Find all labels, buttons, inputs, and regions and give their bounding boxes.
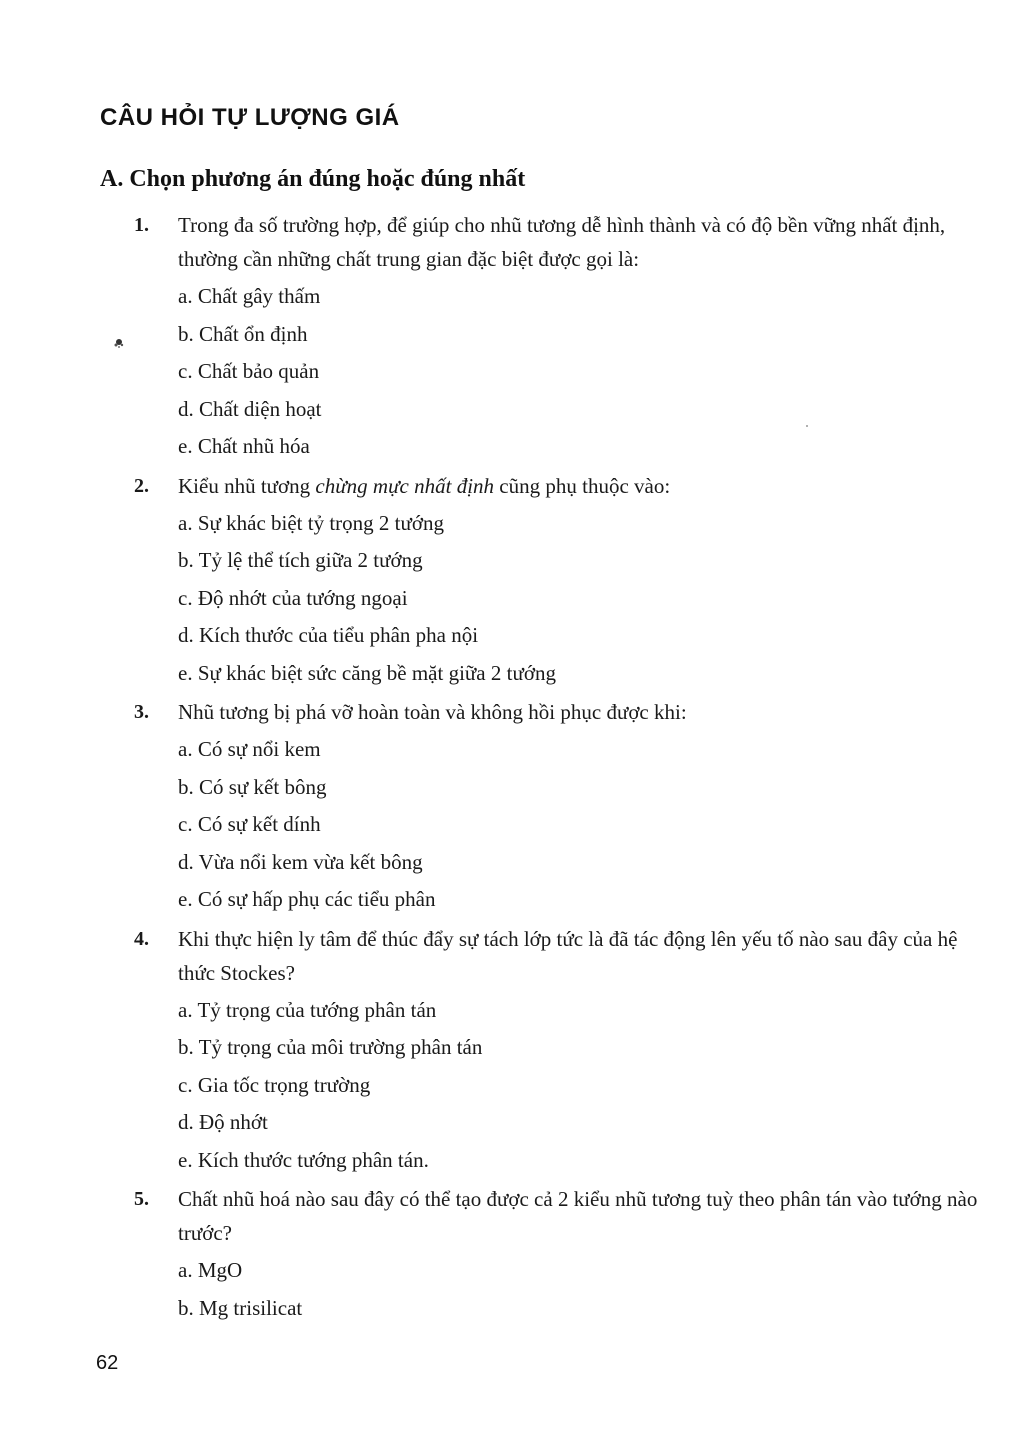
- option-c: c. Có sự kết dính: [178, 812, 321, 836]
- option-a: a. MgO: [178, 1258, 243, 1282]
- question-text: Trong đa số trường hợp, để giúp cho nhũ tương dễ hình thành và có độ bền vững nhất định, thường cần những chất trung gian đặc biệt được gọi là:: [178, 213, 946, 271]
- option-a: a. Sự khác biệt tỷ trọng 2 tướng: [178, 510, 444, 535]
- option-b: b. Tỷ lệ thể tích giữa 2 tướng: [178, 548, 423, 572]
- option-e: e. Có sự hấp phụ các tiểu phân: [178, 887, 436, 911]
- option-a: a. Tỷ trọng của tướng phân tán: [178, 997, 437, 1022]
- question-text: Khi thực hiện ly tâm để thúc đẩy sự tách lớp tức là đã tác động lên yếu tố nào sau đây của hệ thức Stockes?: [178, 926, 958, 985]
- question-1: [134, 208, 994, 466]
- option-d: d. Kích thước của tiểu phân pha nội: [178, 623, 479, 647]
- option-e: e. Kích thước tướng phân tán.: [178, 1147, 429, 1172]
- option-e: e. Chất nhũ hóa: [178, 434, 310, 458]
- question-5: [134, 1182, 994, 1327]
- question-3: [134, 695, 994, 919]
- option-d: d. Vừa nổi kem vừa kết bông: [178, 849, 423, 874]
- question-number: 5.: [134, 1188, 149, 1210]
- page-title: CÂU HỎI TỰ LƯỢNG GIÁ: [100, 104, 400, 131]
- question-text-end: cũng phụ thuộc vào:: [494, 473, 671, 498]
- question-text: Chất nhũ hoá nào sau đây có thể tạo được cả 2 kiểu nhũ tương tuỳ theo phân tán vào tướng nào trước?: [178, 1187, 978, 1245]
- option-d: d. Chất diện hoạt: [178, 396, 322, 421]
- option-a: a. Có sự nổi kem: [178, 737, 321, 761]
- question-2: [134, 469, 994, 693]
- question-4: [134, 922, 994, 1180]
- option-d: d. Độ nhớt: [178, 1110, 268, 1134]
- option-list: [178, 731, 994, 919]
- question-number: 4.: [134, 927, 149, 950]
- option-b: b. Có sự kết bông: [178, 774, 327, 799]
- option-c: c. Độ nhớt của tướng ngoại: [178, 585, 408, 610]
- option-e: e. Sự khác biệt sức căng bề mặt giữa 2 tướng: [178, 660, 556, 685]
- question-number: 2.: [134, 474, 149, 497]
- question-number: 3.: [134, 701, 149, 723]
- option-b: b. Mg trisilicat: [178, 1295, 303, 1320]
- scan-speck-icon: [112, 336, 126, 350]
- option-b: b. Tỷ trọng của môi trường phân tán: [178, 1035, 483, 1059]
- option-c: c. Chất bảo quản: [178, 359, 320, 383]
- question-text: [178, 469, 994, 503]
- option-list: [178, 278, 994, 466]
- page-number: 62: [96, 1352, 119, 1374]
- question-text-start: Kiểu nhũ tương: [178, 473, 316, 498]
- question-list: [134, 208, 994, 1330]
- question-text-emphasis: chừng mực nhất định: [315, 473, 495, 498]
- option-a: a. Chất gây thấm: [178, 284, 321, 308]
- section-title: A. Chọn phương án đúng hoặc đúng nhất: [100, 166, 526, 192]
- question-text: Nhũ tương bị phá vỡ hoàn toàn và không hồi phục được khi:: [178, 700, 687, 724]
- question-number: 1.: [134, 214, 149, 236]
- option-b: b. Chất ổn định: [178, 321, 308, 346]
- option-list: [178, 992, 994, 1180]
- option-list: [178, 1252, 994, 1327]
- option-list: [178, 505, 994, 693]
- option-c: c. Gia tốc trọng trường: [178, 1072, 371, 1097]
- scan-dot: [806, 425, 808, 427]
